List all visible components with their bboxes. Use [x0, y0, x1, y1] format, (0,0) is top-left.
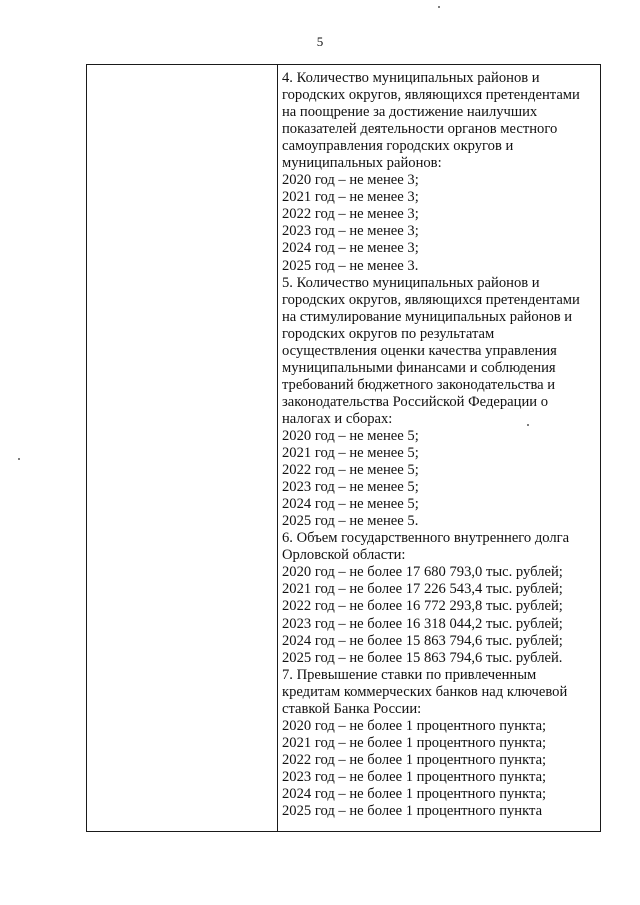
table-text-line: 2025 год – не менее 5. [282, 513, 419, 530]
scan-speck [18, 458, 20, 460]
table-right-cell [282, 70, 600, 820]
table-text-line: 2022 год – не менее 5; [282, 462, 419, 479]
table-text-line: 2021 год – не менее 5; [282, 445, 419, 462]
table-text-line: 2021 год – не менее 3; [282, 189, 419, 206]
table-text-line: городских округов, являющихся претендентами [282, 291, 580, 308]
table-text-line: 2023 год – не менее 5; [282, 479, 419, 496]
table-text-line: ставкой Банка России: [282, 700, 422, 717]
scan-speck [527, 424, 529, 426]
table-text-line: налогах и сборах: [282, 410, 393, 427]
table-text-line: показателей деятельности органов местного [282, 121, 558, 138]
table-text-line: городских округов, являющихся претендентами [282, 87, 580, 104]
table-text-line: 2022 год – не более 1 процентного пункта; [282, 751, 547, 768]
table-text-line: 5. Количество муниципальных районов и [282, 274, 540, 291]
page-number: 5 [316, 34, 324, 49]
scan-speck [438, 6, 440, 8]
table-text-line: муниципальными финансами и соблюдения [282, 359, 556, 376]
table-text-line: самоуправления городских округов и [282, 138, 514, 155]
table-text-line: Орловской области: [282, 547, 406, 564]
table-text-line: на стимулирование муниципальных районов и [282, 308, 573, 325]
table-text-line: 2023 год – не более 16 318 044,2 тыс. рублей; [282, 615, 563, 632]
table-text-line: муниципальных районов: [282, 155, 442, 172]
table-text-line: 2020 год – не менее 3; [282, 172, 419, 189]
table-text-line: требований бюджетного законодательства и [282, 376, 556, 393]
table-text-line: 6. Объем государственного внутреннего долга [282, 530, 570, 547]
table-text-line: 2020 год – не менее 5; [282, 427, 419, 444]
column-divider [277, 65, 278, 831]
table-text-line: 2022 год – не более 16 772 293,8 тыс. рублей; [282, 598, 563, 615]
table-text-line: 2024 год – не менее 3; [282, 240, 419, 257]
table-text-line: 2024 год – не менее 5; [282, 496, 419, 513]
table-text-line: городских округов по результатам [282, 325, 495, 342]
table-text-line: 2022 год – не менее 3; [282, 206, 419, 223]
table-text-line: 2025 год – не более 1 процентного пункта [282, 803, 543, 820]
indicator-table [86, 64, 601, 832]
table-text-line: осуществления оценки качества управления [282, 342, 557, 359]
table-text-line: 2021 год – не более 1 процентного пункта; [282, 734, 547, 751]
table-text-line: 2023 год – не менее 3; [282, 223, 419, 240]
table-text-line: 2024 год – не более 1 процентного пункта; [282, 785, 547, 802]
table-text-line: 2024 год – не более 15 863 794,6 тыс. рублей; [282, 632, 563, 649]
table-text-line: кредитам коммерческих банков над ключевой [282, 683, 568, 700]
table-text-line: 2025 год – не менее 3. [282, 257, 419, 274]
table-text-line: 7. Превышение ставки по привлеченным [282, 666, 537, 683]
table-text-line: 2023 год – не более 1 процентного пункта; [282, 768, 547, 785]
table-text-line: 4. Количество муниципальных районов и [282, 70, 540, 86]
table-text-line: 2021 год – не более 17 226 543,4 тыс. рублей; [282, 581, 563, 598]
table-text-line: 2025 год – не более 15 863 794,6 тыс. рублей. [282, 649, 563, 666]
table-left-cell [87, 65, 277, 831]
table-text-line: 2020 год – не более 17 680 793,0 тыс. рублей; [282, 564, 563, 581]
table-text-line: законодательства Российской Федерации о [282, 393, 549, 410]
table-text-line: 2020 год – не более 1 процентного пункта; [282, 717, 547, 734]
table-text-line: на поощрение за достижение наилучших [282, 104, 538, 121]
